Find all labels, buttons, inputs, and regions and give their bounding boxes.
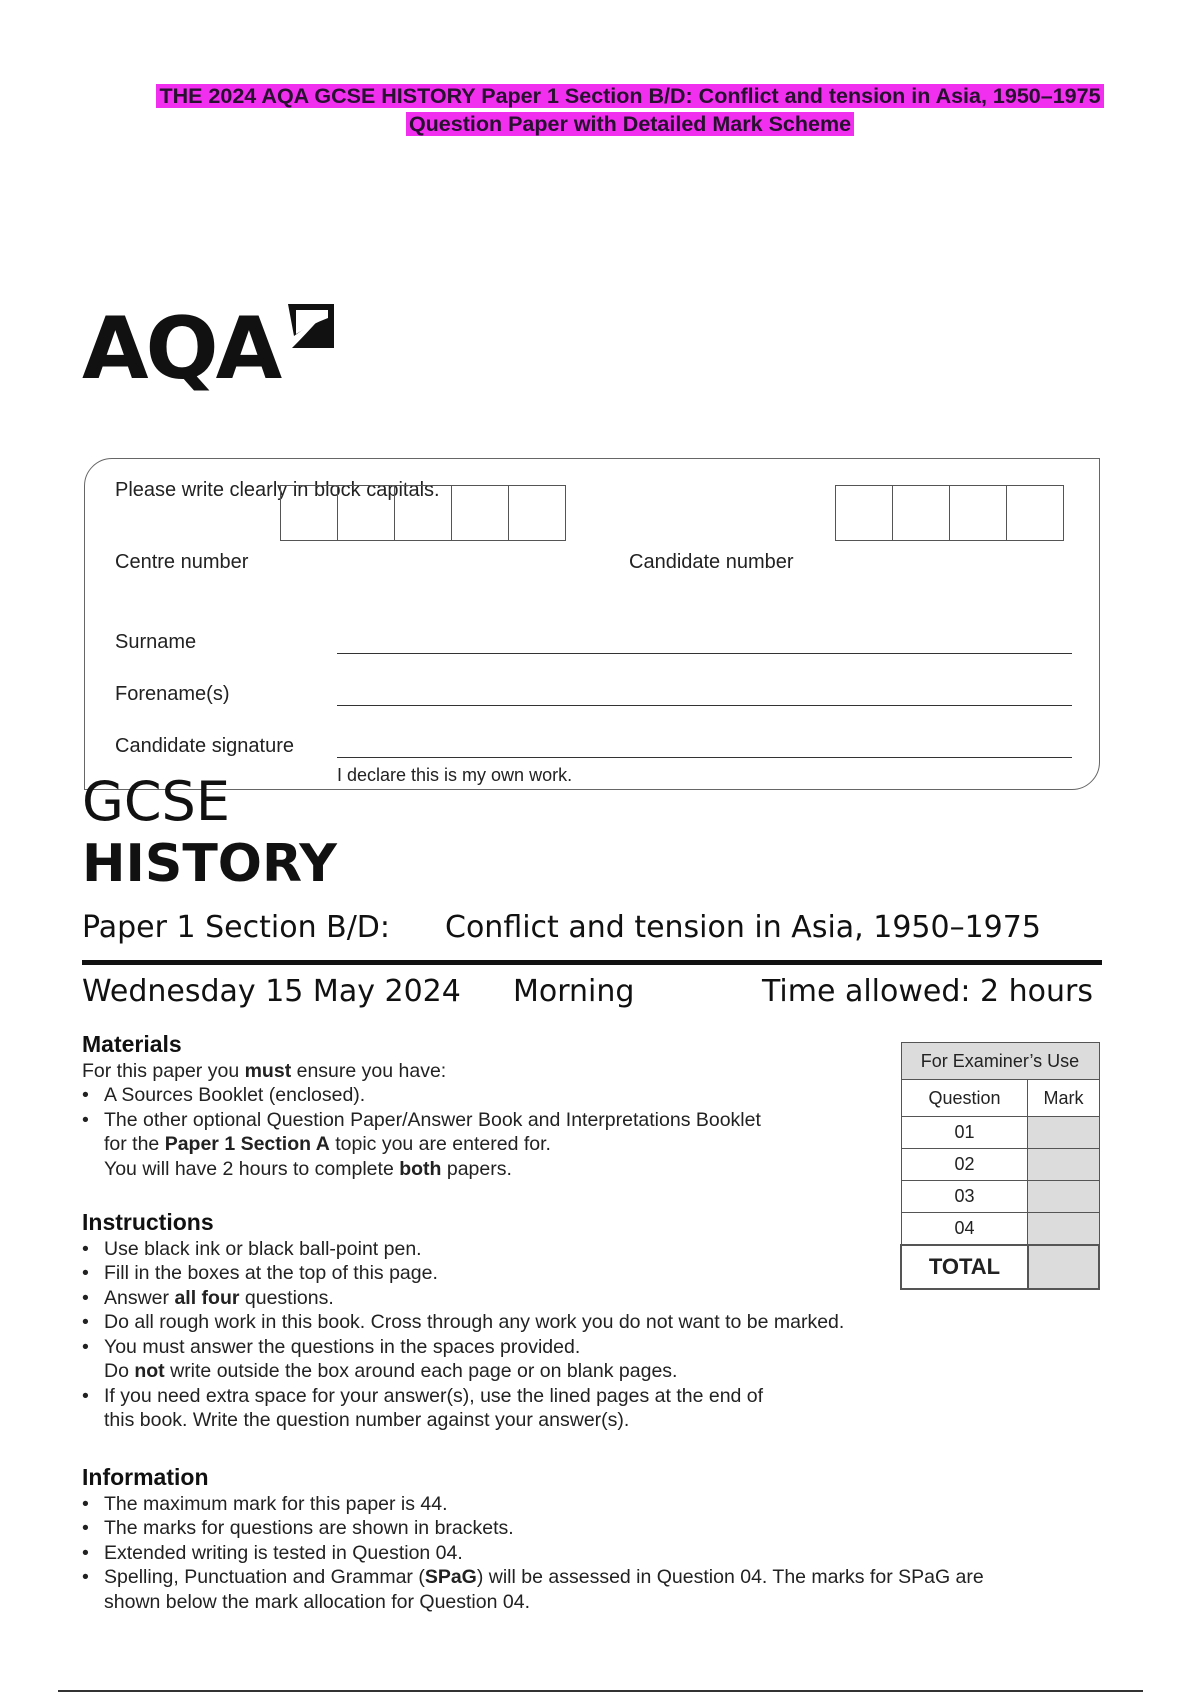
question-number: 03	[901, 1181, 1028, 1213]
surname-label: Surname	[115, 631, 197, 653]
total-row	[901, 1245, 1099, 1289]
question-column-header: Question	[901, 1080, 1028, 1117]
list-item: • The marks for questions are shown in brackets.	[104, 1516, 1092, 1541]
list-item: • Spelling, Punctuation and Grammar (SPaG) will be assessed in Question 04. The marks for SPaG are	[104, 1565, 1092, 1590]
surname-line[interactable]	[337, 653, 1072, 654]
list-item: • Use black ink or black ball-point pen.	[104, 1237, 942, 1262]
forename-label: Forename(s)	[115, 683, 230, 705]
examiners-use-title: For Examiner’s Use	[901, 1043, 1099, 1080]
list-item: • A Sources Booklet (enclosed).	[104, 1083, 942, 1108]
candidate-details-box	[84, 458, 1100, 790]
banner-line-2: Question Paper with Detailed Mark Scheme	[406, 112, 854, 136]
instructions-section	[82, 1210, 942, 1433]
total-mark-cell[interactable]	[1028, 1245, 1099, 1289]
list-item: • The maximum mark for this paper is 44.	[104, 1492, 1092, 1517]
mark-cell[interactable]	[1028, 1181, 1099, 1213]
block-capitals-instruction: Please write clearly in block capitals.	[115, 479, 440, 501]
subject-heading: HISTORY	[82, 834, 337, 894]
table-row	[901, 1149, 1099, 1181]
topic-title: Conflict and tension in Asia, 1950–1975	[445, 910, 1041, 945]
exam-date: Wednesday 15 May 2024	[82, 974, 461, 1009]
information-heading: Information	[82, 1464, 209, 1490]
paper-label: Paper 1 Section B/D:	[82, 910, 391, 945]
question-number: 02	[901, 1149, 1028, 1181]
heading-divider	[82, 960, 1102, 965]
centre-digit-box[interactable]	[452, 486, 509, 540]
candidate-digit-box[interactable]	[1007, 486, 1063, 540]
signature-line[interactable]	[337, 757, 1072, 758]
declaration-text: I declare this is my own work.	[337, 765, 573, 785]
centre-number-boxes[interactable]	[280, 485, 566, 541]
mark-cell[interactable]	[1028, 1149, 1099, 1181]
list-item: • You must answer the questions in the spaces provided.	[104, 1335, 942, 1360]
page-bottom-rule	[58, 1690, 1143, 1692]
document-title-banner	[90, 82, 1170, 138]
examiners-use-table	[900, 1042, 1100, 1290]
centre-digit-box[interactable]	[338, 486, 395, 540]
aqa-logo-text: AQA	[82, 299, 280, 399]
candidate-number-boxes[interactable]	[835, 485, 1064, 541]
qualification-heading: GCSE	[82, 770, 230, 833]
list-item-continued: You will have 2 hours to complete both papers.	[104, 1157, 512, 1180]
centre-digit-box[interactable]	[509, 486, 565, 540]
list-item: • Fill in the boxes at the top of this page.	[104, 1261, 942, 1286]
instructions-heading: Instructions	[82, 1209, 214, 1235]
centre-digit-box[interactable]	[395, 486, 452, 540]
banner-line-1: THE 2024 AQA GCSE HISTORY Paper 1 Section B/D: Conflict and tension in Asia, 1950–1975	[156, 84, 1103, 108]
candidate-number-label: Candidate number	[629, 551, 794, 573]
total-label: TOTAL	[901, 1245, 1028, 1289]
list-item-continued: for the Paper 1 Section A topic you are entered for.	[104, 1133, 551, 1155]
candidate-digit-box[interactable]	[836, 486, 893, 540]
list-item: • If you need extra space for your answer(s), use the lined pages at the end of	[104, 1384, 942, 1409]
information-list	[82, 1492, 1092, 1615]
materials-section	[82, 1032, 942, 1181]
question-number: 04	[901, 1213, 1028, 1246]
list-item-continued: shown below the mark allocation for Question 04.	[104, 1590, 530, 1613]
mark-cell[interactable]	[1028, 1117, 1099, 1149]
signature-label: Candidate signature	[115, 735, 295, 757]
mark-cell[interactable]	[1028, 1213, 1099, 1246]
table-row	[901, 1181, 1099, 1213]
list-item: • Extended writing is tested in Question 04.	[104, 1541, 1092, 1566]
list-item-continued: this book. Write the question number against your answer(s).	[104, 1409, 630, 1431]
time-allowed: Time allowed: 2 hours	[761, 974, 1093, 1009]
materials-heading: Materials	[82, 1031, 182, 1057]
list-item: • The other optional Question Paper/Answer Book and Interpretations Booklet	[104, 1108, 942, 1133]
instructions-list	[82, 1237, 942, 1433]
forename-line[interactable]	[337, 705, 1072, 706]
centre-number-label: Centre number	[115, 551, 249, 573]
information-section	[82, 1465, 1092, 1614]
list-item-continued: Do not write outside the box around each page or on blank pages.	[104, 1360, 678, 1382]
candidate-digit-box[interactable]	[893, 486, 950, 540]
list-item: • Do all rough work in this book. Cross through any work you do not want to be marked.	[104, 1310, 942, 1335]
table-row	[901, 1213, 1099, 1246]
exam-session: Morning	[513, 974, 635, 1009]
aqa-tick-icon	[282, 296, 340, 354]
candidate-digit-box[interactable]	[950, 486, 1007, 540]
table-row	[901, 1117, 1099, 1149]
materials-intro: For this paper you must ensure you have:	[82, 1059, 447, 1082]
mark-column-header: Mark	[1028, 1080, 1099, 1117]
centre-digit-box[interactable]	[281, 486, 338, 540]
list-item: • Answer all four questions.	[104, 1286, 942, 1311]
question-number: 01	[901, 1117, 1028, 1149]
materials-list	[82, 1083, 942, 1181]
